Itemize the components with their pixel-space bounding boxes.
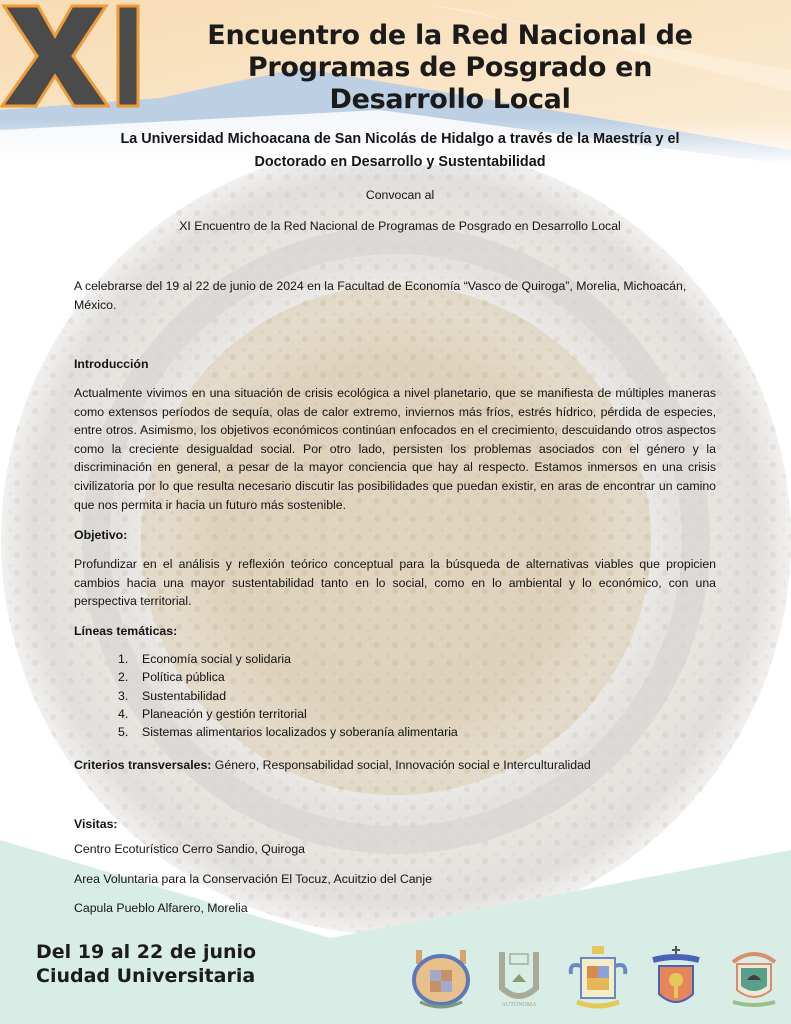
event-title-line: Encuentro de la Red Nacional de bbox=[207, 20, 693, 51]
list-item bbox=[118, 650, 458, 668]
list-item-number: 3. bbox=[118, 688, 129, 703]
list-item-label: Planeación y gestión territorial bbox=[142, 706, 307, 721]
introduccion-text: Actualmente vivimos en una situación de crisis ecológica a nivel planetario, que se manifiesta de múltiples maneras como extensos períodos de sequía, olas de calor extremo, inviernos más fríos, estrés hídrico, pérdida de especies, entre otros. Asimismo, los objetivos económicos continúan enfocados en el crecimiento, descuidando otros aspectos como la creciente desigualdad social. Por otro lado, persisten los problemas asociados con el género y la discriminación en general, a pesar de la mayor conciencia que hay al respecto. Estamos inmersos en una crisis civilizatoria por lo que resulta necesario discutir las posibilidades que puedan existir, en aras de encontrar un camino que nos permita ir hacia un futuro más sostenible. bbox=[74, 386, 716, 512]
institution-logos bbox=[410, 940, 785, 1015]
list-item-label: Economía social y solidaria bbox=[142, 652, 291, 666]
lineas-tematicas-list bbox=[118, 650, 458, 741]
criterios-text: Género, Responsabilidad social, Innovación social e Interculturalidad bbox=[211, 758, 591, 772]
visita-item: Area Voluntaria para la Conservación El Tocuz, Acuitzio del Canje bbox=[74, 872, 432, 886]
visita-item: Capula Pueblo Alfarero, Morelia bbox=[74, 901, 248, 915]
section-heading-objetivo: Objetivo: bbox=[74, 528, 128, 542]
list-item-number: 1. bbox=[118, 652, 129, 666]
crest-icon bbox=[567, 944, 629, 1012]
list-item-number: 4. bbox=[118, 706, 129, 721]
list-item bbox=[118, 705, 458, 723]
shield-icon bbox=[645, 944, 707, 1012]
footer-date-place bbox=[36, 940, 256, 988]
list-item-label: Sustentabilidad bbox=[142, 688, 227, 703]
convocan-text: Convocan al bbox=[365, 188, 435, 202]
list-item bbox=[118, 668, 458, 686]
seal-icon bbox=[488, 944, 550, 1012]
xi-badge bbox=[0, 0, 140, 110]
visita-item: Centro Ecoturístico Cerro Sandio, Quiroga bbox=[74, 842, 306, 856]
objetivo-text: Profundizar en el análisis y reflexión teórico conceptual para la búsqueda de alternativas viables que propicien cambios hacia una mayor sustentabilidad tanto en lo social, como en lo ambiental y lo económico, con una perspectiva territorial. bbox=[74, 557, 716, 609]
list-item-label: Sistemas alimentarios localizados y soberanía alimentaria bbox=[142, 725, 458, 740]
list-item bbox=[118, 723, 458, 741]
crest-icon bbox=[723, 944, 785, 1012]
list-item bbox=[118, 687, 458, 705]
criterios-transversales bbox=[74, 756, 716, 775]
event-title-line: Desarrollo Local bbox=[329, 84, 571, 115]
criterios-heading: Criterios transversales: bbox=[74, 758, 212, 772]
section-heading-lineas: Líneas temáticas: bbox=[74, 624, 178, 638]
section-heading-introduccion: Introducción bbox=[74, 357, 149, 371]
event-date-location: A celebrarse del 19 al 22 de junio de 2024 en la Facultad de Economía “Vasco de Quiroga”, Morelia, Michoacán, México. bbox=[74, 279, 687, 312]
organizer-line: La Universidad Michoacana de San Nicolás de Hidalgo a través de la Maestría y el bbox=[120, 131, 680, 147]
crest-icon bbox=[410, 944, 472, 1012]
section-heading-visitas: Visitas: bbox=[74, 817, 118, 831]
list-item-number: 5. bbox=[118, 725, 129, 740]
list-item-label: Política pública bbox=[142, 670, 225, 685]
event-title-line: Programas de Posgrado en bbox=[247, 52, 653, 83]
logo-text: AUTONOMA bbox=[501, 1001, 537, 1008]
footer-date: Del 19 al 22 de junio bbox=[36, 941, 257, 963]
footer-place: Ciudad Universitaria bbox=[36, 965, 256, 987]
organizer-line: Doctorado en Desarrollo y Sustentabilidad bbox=[254, 154, 546, 170]
event-title bbox=[190, 20, 710, 116]
event-name: XI Encuentro de la Red Nacional de Programas de Posgrado en Desarrollo Local bbox=[179, 219, 621, 233]
organizer-statement bbox=[60, 128, 740, 174]
list-item-number: 2. bbox=[118, 670, 129, 685]
